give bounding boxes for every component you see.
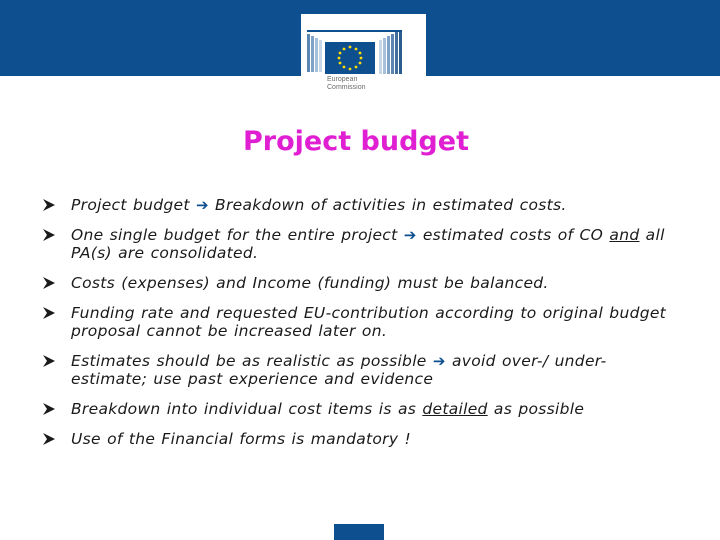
list-item bbox=[42, 274, 682, 292]
right-arrow-icon: ➔ bbox=[403, 226, 417, 244]
eu-commission-logo bbox=[301, 14, 426, 100]
bullet-text: Costs (expenses) and Income (funding) must be balanced. bbox=[71, 274, 549, 292]
underlined-text: and bbox=[609, 226, 640, 244]
logo-text-line2: Commission bbox=[327, 84, 366, 91]
right-arrow-icon: ➔ bbox=[432, 352, 446, 370]
arrowhead-bullet-icon bbox=[42, 402, 56, 416]
list-item bbox=[42, 196, 682, 214]
logo-text bbox=[327, 76, 366, 92]
arrowhead-bullet-icon bbox=[42, 198, 56, 212]
bullet-text: estimated costs of CO bbox=[416, 226, 610, 244]
footer-block bbox=[334, 524, 384, 540]
bullet-text: Use of the Financial forms is mandatory ! bbox=[71, 430, 412, 448]
bullet-text: Estimates should be as realistic as possible bbox=[71, 352, 433, 370]
page-title: Project budget bbox=[243, 126, 469, 157]
right-arrow-icon: ➔ bbox=[195, 196, 209, 214]
arrowhead-bullet-icon bbox=[42, 228, 56, 242]
bullet-text: as possible bbox=[487, 400, 585, 418]
list-item bbox=[42, 352, 682, 388]
bullet-list bbox=[42, 196, 682, 460]
list-item bbox=[42, 430, 682, 448]
eu-commission-building-flag-logo-icon bbox=[301, 14, 426, 76]
arrowhead-bullet-icon bbox=[42, 432, 56, 446]
arrowhead-bullet-icon bbox=[42, 276, 56, 290]
list-item bbox=[42, 400, 682, 418]
bullet-text: Funding rate and requested EU-contribution according to original budget proposal cannot be increased later on. bbox=[71, 304, 667, 340]
bullet-text: Breakdown into individual cost items is as bbox=[71, 400, 423, 418]
bullet-text: One single budget for the entire project bbox=[71, 226, 404, 244]
bullet-text: Breakdown of activities in estimated costs. bbox=[208, 196, 567, 214]
logo-text-line1: European bbox=[327, 76, 358, 83]
list-item bbox=[42, 226, 682, 262]
bullet-text: Project budget bbox=[71, 196, 196, 214]
list-item bbox=[42, 304, 682, 340]
underlined-text: detailed bbox=[422, 400, 488, 418]
bullet-text: avoid over-/ under-estimate; use past experience and evidence bbox=[71, 352, 607, 388]
arrowhead-bullet-icon bbox=[42, 354, 56, 368]
arrowhead-bullet-icon bbox=[42, 306, 56, 320]
bullet-text: all PA(s) are consolidated. bbox=[71, 226, 665, 262]
